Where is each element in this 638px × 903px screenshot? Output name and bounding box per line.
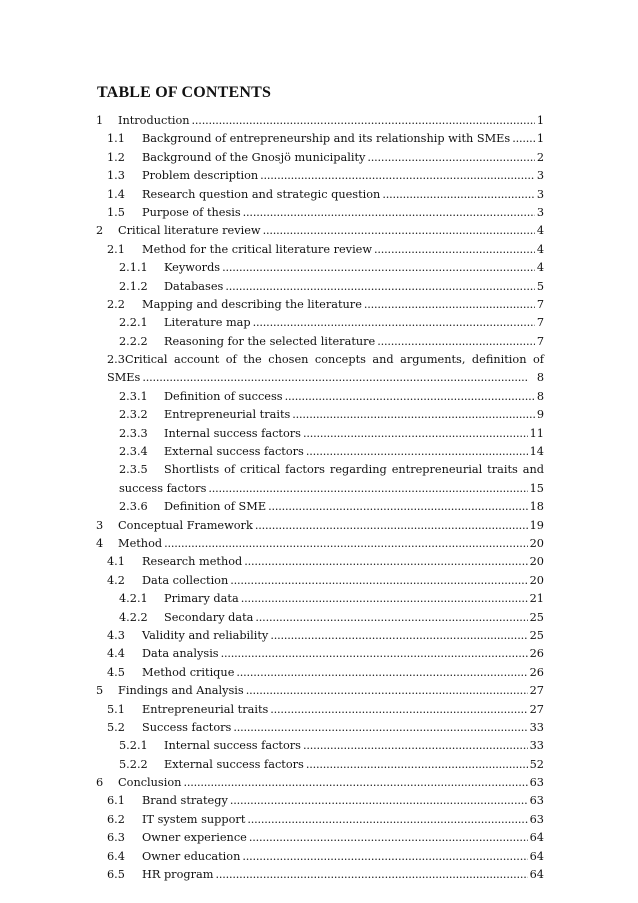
toc-title: Data collection bbox=[142, 573, 229, 587]
toc-title: HR program bbox=[142, 868, 214, 882]
toc-title: Method critique bbox=[142, 665, 235, 679]
toc-entry[interactable] bbox=[96, 664, 544, 682]
toc-entry[interactable] bbox=[96, 112, 544, 130]
toc-page: 27 bbox=[529, 702, 544, 716]
toc-number: 1.2 bbox=[107, 150, 125, 164]
toc-page: 25 bbox=[529, 628, 544, 642]
toc-page: 7 bbox=[536, 316, 544, 330]
toc-number: 5.2.2 bbox=[119, 757, 148, 771]
toc-number: 6.4 bbox=[107, 849, 125, 863]
toc-page: 8 bbox=[536, 389, 544, 403]
toc-number: 1 bbox=[96, 114, 104, 127]
toc-page: 11 bbox=[529, 426, 544, 440]
toc-number: 2.3.2 bbox=[119, 408, 148, 422]
toc-entry[interactable] bbox=[96, 425, 544, 443]
toc-number: 2.1 bbox=[107, 242, 125, 256]
toc-heading: TABLE OF CONTENTS bbox=[97, 84, 272, 101]
toc-title: Definition of success bbox=[164, 389, 283, 403]
toc-entry[interactable] bbox=[96, 461, 544, 479]
toc-title: Background of the Gnosjö municipality bbox=[142, 150, 366, 164]
toc-title: SMEs bbox=[107, 371, 141, 385]
toc-title: Research question and strategic question bbox=[142, 187, 381, 201]
toc-number: 5.1 bbox=[107, 702, 125, 716]
toc-page: 18 bbox=[529, 500, 544, 514]
toc-title: Literature map bbox=[164, 316, 251, 330]
toc-number: 4 bbox=[96, 536, 104, 550]
toc-entry[interactable] bbox=[96, 259, 544, 277]
toc-number: 5.2 bbox=[107, 720, 125, 734]
toc-title: Databases bbox=[164, 279, 224, 293]
toc-number: 5 bbox=[96, 684, 104, 698]
toc-entry[interactable] bbox=[96, 829, 544, 847]
toc-entry[interactable] bbox=[96, 848, 544, 866]
toc-entry[interactable] bbox=[96, 866, 544, 884]
toc-entry[interactable] bbox=[96, 149, 544, 167]
toc-title: Data analysis bbox=[142, 647, 219, 661]
toc-title: Method for the critical literature review bbox=[142, 242, 373, 256]
toc-title: Keywords bbox=[164, 261, 221, 275]
toc-title: Secondary data bbox=[164, 610, 254, 624]
toc-entry[interactable] bbox=[96, 388, 544, 406]
toc-entry[interactable] bbox=[96, 572, 544, 590]
toc-page: 63 bbox=[529, 794, 544, 808]
toc-entry[interactable] bbox=[96, 682, 544, 700]
toc-entry[interactable] bbox=[96, 701, 544, 719]
toc-page: 5 bbox=[536, 279, 544, 293]
toc-entry[interactable] bbox=[96, 737, 544, 755]
toc-title: Research method bbox=[142, 555, 243, 569]
toc-entry-continued[interactable] bbox=[96, 369, 544, 387]
toc-entry[interactable] bbox=[96, 645, 544, 663]
toc-title: Introduction bbox=[118, 114, 190, 127]
toc-entry-continued[interactable] bbox=[96, 480, 544, 498]
toc-page: 25 bbox=[529, 610, 544, 624]
toc-number: 2.3.4 bbox=[119, 445, 148, 459]
toc-page: 14 bbox=[529, 445, 544, 459]
toc-title: Conceptual Framework bbox=[118, 518, 253, 532]
toc-title: Success factors bbox=[142, 720, 232, 734]
toc-entry[interactable] bbox=[96, 756, 544, 774]
toc-entry[interactable] bbox=[96, 811, 544, 829]
toc-entry[interactable] bbox=[96, 590, 544, 608]
toc-number: 4.2 bbox=[107, 573, 125, 587]
toc-number: 2.3.5 bbox=[119, 463, 148, 477]
toc-number: 1.3 bbox=[107, 169, 125, 183]
toc-page: 19 bbox=[529, 518, 544, 532]
toc-title: External success factors bbox=[164, 445, 304, 459]
toc-title: Reasoning for the selected literature bbox=[164, 334, 376, 348]
toc-title: Critical account of the chosen concepts and arguments, definition of bbox=[124, 353, 544, 367]
toc-number: 4.2.1 bbox=[119, 592, 148, 606]
toc-title: Critical literature review bbox=[118, 224, 261, 238]
toc-title: Mapping and describing the literature bbox=[142, 297, 362, 311]
toc-page: 4 bbox=[536, 224, 544, 238]
toc-entry[interactable] bbox=[96, 517, 544, 535]
toc-title: Internal success factors bbox=[164, 739, 301, 753]
toc-title: Owner experience bbox=[142, 831, 247, 845]
toc-entry[interactable] bbox=[96, 314, 544, 332]
toc-page: 3 bbox=[536, 169, 544, 183]
toc-number: 1.1 bbox=[107, 132, 125, 146]
toc-number: 4.5 bbox=[107, 665, 125, 679]
toc-page: 9 bbox=[536, 408, 544, 422]
toc-number: 1.4 bbox=[107, 187, 125, 201]
toc-number: 3 bbox=[96, 518, 104, 532]
toc-entry[interactable] bbox=[96, 609, 544, 627]
toc-page: 7 bbox=[536, 334, 544, 348]
toc-number: 2.2.2 bbox=[119, 334, 148, 348]
toc-title: Method bbox=[118, 536, 163, 550]
toc-page: 15 bbox=[529, 481, 544, 495]
toc-page: 64 bbox=[529, 868, 544, 882]
toc-entry[interactable] bbox=[96, 774, 544, 792]
toc-number: 4.1 bbox=[107, 555, 125, 569]
toc-entry[interactable] bbox=[96, 278, 544, 296]
toc-title: Conclusion bbox=[118, 776, 182, 790]
toc-page: 26 bbox=[529, 647, 544, 661]
toc-title: Brand strategy bbox=[142, 794, 228, 808]
toc-title: Problem description bbox=[142, 169, 259, 183]
toc-number: 2 bbox=[96, 224, 104, 238]
toc-number: 6.5 bbox=[107, 868, 125, 882]
toc-number: 4.3 bbox=[107, 628, 125, 642]
toc-entry[interactable] bbox=[96, 351, 544, 369]
toc-number: 2.2.1 bbox=[119, 316, 148, 330]
toc-entry[interactable] bbox=[96, 627, 544, 645]
toc-title: success factors bbox=[119, 481, 207, 495]
toc-page: 7 bbox=[536, 297, 544, 311]
toc-entry[interactable] bbox=[96, 719, 544, 737]
toc-page: 4 bbox=[536, 261, 544, 275]
toc-page: 20 bbox=[529, 555, 544, 569]
toc-number: 5.2.1 bbox=[119, 739, 148, 753]
toc-page: 27 bbox=[529, 684, 544, 698]
toc-title: Purpose of thesis bbox=[142, 205, 241, 219]
toc-entry[interactable] bbox=[96, 241, 544, 259]
toc-page: 52 bbox=[529, 757, 544, 771]
toc-number: 6 bbox=[96, 776, 104, 790]
toc-page: 1 bbox=[536, 114, 544, 127]
toc-page: 20 bbox=[529, 573, 544, 587]
toc-list bbox=[96, 112, 544, 884]
toc-entry[interactable] bbox=[96, 130, 544, 148]
toc-page: 64 bbox=[529, 849, 544, 863]
toc-page: 1 bbox=[536, 132, 544, 146]
toc-title: Entrepreneurial traits bbox=[142, 702, 269, 716]
toc-entry[interactable] bbox=[96, 333, 544, 351]
toc-page: 3 bbox=[536, 187, 544, 201]
toc-number: 2.3.6 bbox=[119, 500, 148, 514]
toc-number: 2.3.3 bbox=[119, 426, 148, 440]
toc-entry[interactable] bbox=[96, 553, 544, 571]
toc-title: Primary data bbox=[164, 592, 239, 606]
toc-entry[interactable] bbox=[96, 204, 544, 222]
toc-page: 63 bbox=[529, 812, 544, 826]
toc-page: 3 bbox=[536, 205, 544, 219]
toc-number: 6.2 bbox=[107, 812, 125, 826]
toc-title: Shortlists of critical factors regarding entrepreneurial traits and bbox=[164, 463, 544, 477]
toc-number: 6.3 bbox=[107, 831, 125, 845]
toc-title: Internal success factors bbox=[164, 426, 301, 440]
toc-page: 33 bbox=[529, 720, 544, 734]
toc-title: Entrepreneurial traits bbox=[164, 408, 291, 422]
toc-number: 4.4 bbox=[107, 647, 125, 661]
toc-page: 26 bbox=[529, 665, 544, 679]
toc-page: 21 bbox=[529, 592, 544, 606]
toc-number: 2.1.1 bbox=[119, 261, 148, 275]
toc-title: Background of entrepreneurship and its relationship with SMEs bbox=[142, 132, 511, 146]
toc-number: 2.2 bbox=[107, 297, 125, 311]
toc-page: 4 bbox=[536, 242, 544, 256]
toc-entry[interactable] bbox=[96, 296, 544, 314]
toc-page: 64 bbox=[529, 831, 544, 845]
toc-entry[interactable] bbox=[96, 792, 544, 810]
toc-entry[interactable] bbox=[96, 406, 544, 424]
toc-page: 63 bbox=[529, 776, 544, 790]
toc-title: Validity and reliability bbox=[142, 628, 269, 642]
toc-title: Findings and Analysis bbox=[118, 684, 244, 698]
toc-page: 8 bbox=[536, 371, 544, 385]
toc-entry[interactable] bbox=[96, 498, 544, 516]
toc-number: 2.3.1 bbox=[119, 389, 148, 403]
toc-number: 4.2.2 bbox=[119, 610, 148, 624]
toc-page: 2 bbox=[536, 150, 544, 164]
toc-entry[interactable] bbox=[96, 186, 544, 204]
toc-number: 2.1.2 bbox=[119, 279, 148, 293]
toc-number: 2.3 bbox=[107, 353, 125, 367]
toc-entry[interactable] bbox=[96, 535, 544, 553]
toc-number: 1.5 bbox=[107, 205, 125, 219]
toc-title: IT system support bbox=[142, 812, 246, 826]
toc-title: Definition of SME bbox=[164, 500, 267, 514]
toc-title: External success factors bbox=[164, 757, 304, 771]
toc-title: Owner education bbox=[142, 849, 241, 863]
toc-number: 6.1 bbox=[107, 794, 125, 808]
toc-entry[interactable] bbox=[96, 222, 544, 240]
toc-page: 20 bbox=[529, 536, 544, 550]
toc-page: 33 bbox=[529, 739, 544, 753]
toc-entry[interactable] bbox=[96, 167, 544, 185]
toc-entry[interactable] bbox=[96, 443, 544, 461]
